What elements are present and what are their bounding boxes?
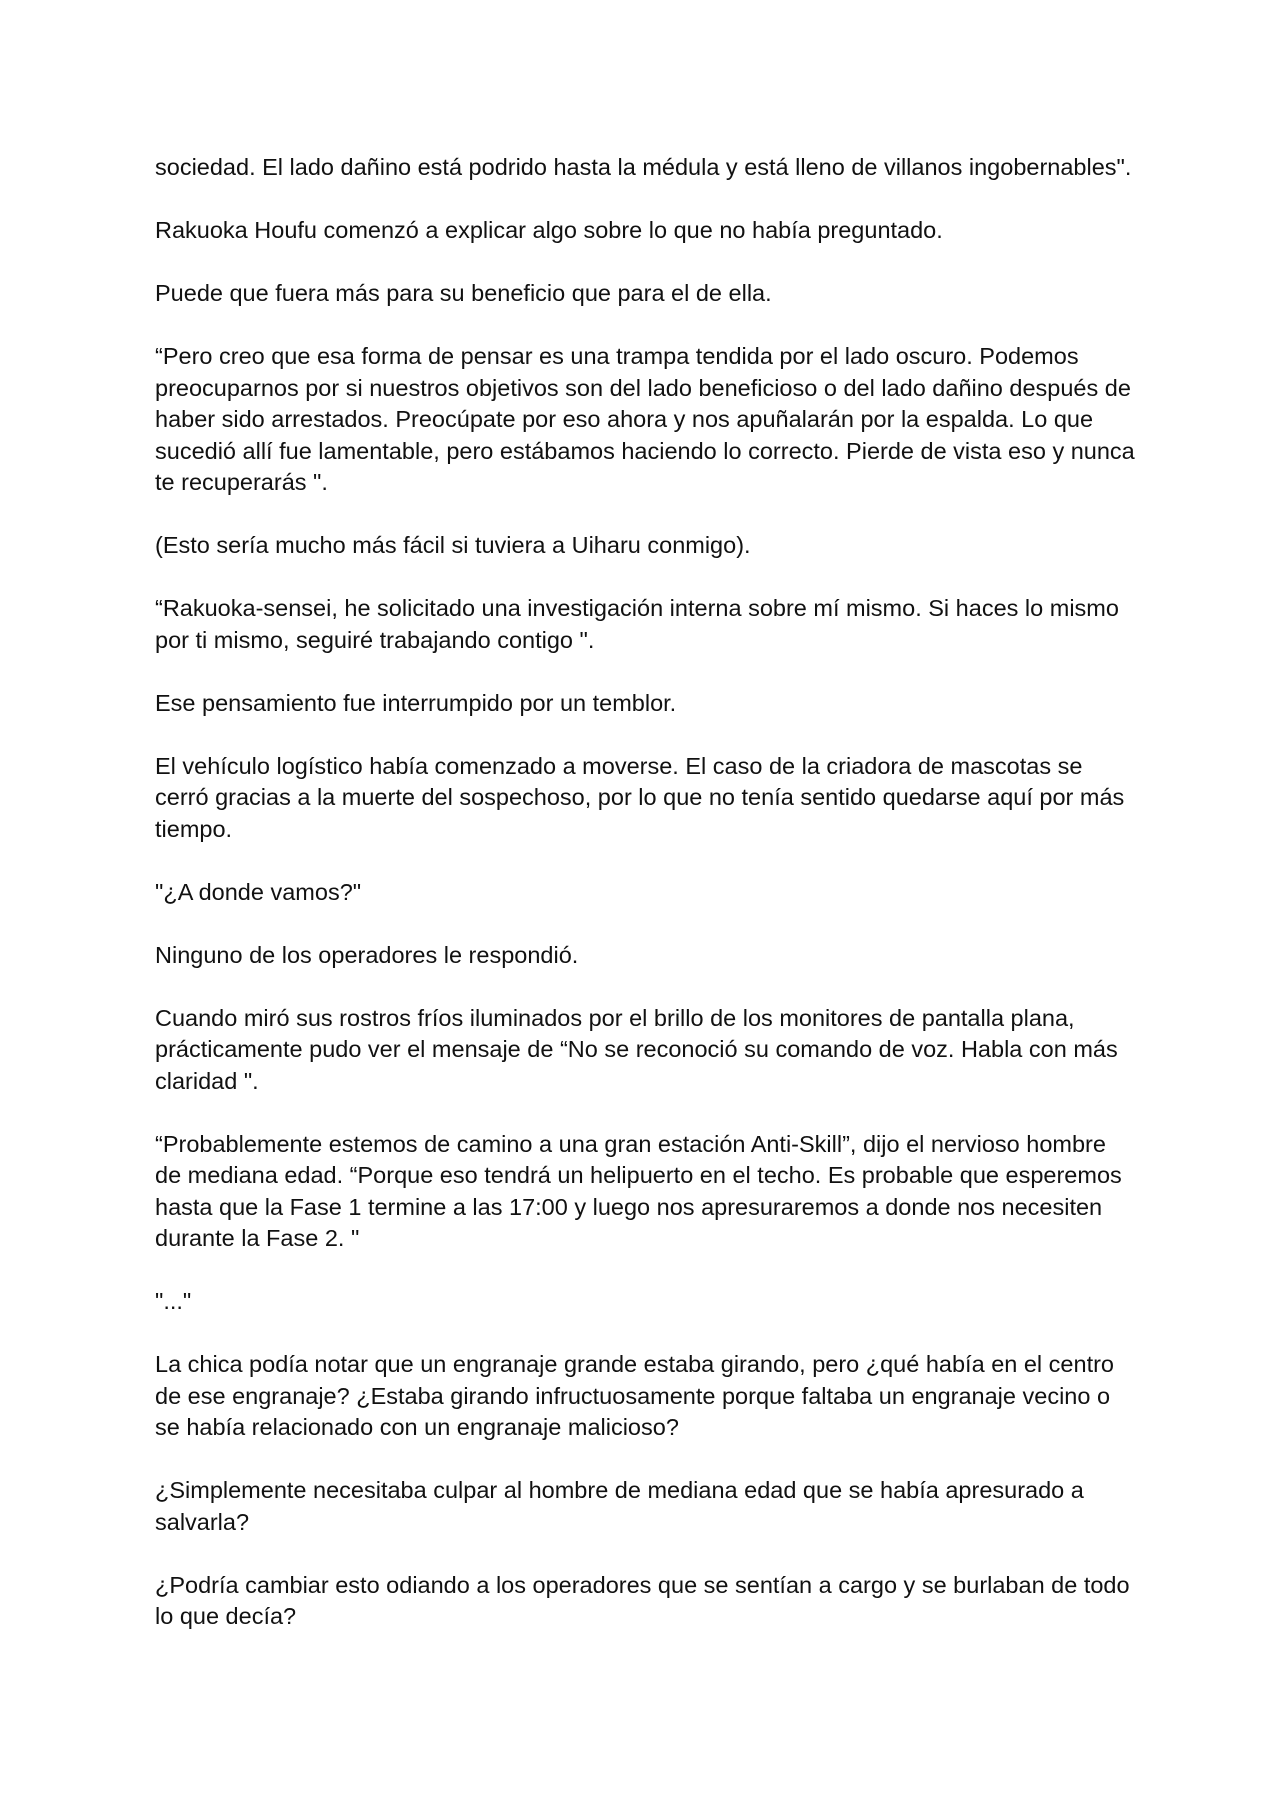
paragraph: (Esto sería mucho más fácil si tuviera a Uiharu conmigo). [155,532,751,558]
paragraph: ¿Podría cambiar esto odiando a los operadores que se sentían a cargo y se burlaban de todo lo que decía? [155,1571,1130,1629]
paragraph: “Pero creo que esa forma de pensar es una trampa tendida por el lado oscuro. Podemos preocuparnos por si nuestros objetivos son del lado beneficioso o del lado dañino después de haber sido arrestados. Preocúpate por eso ahora y nos apuñalarán por la espalda. Lo que sucedió allí fue lamentable, pero estábamos haciendo lo correcto. Pierde de vista eso y nunca te recuperarás ". [155,343,1135,495]
document-body [155,152,1135,1664]
paragraph: ¿Simplemente necesitaba culpar al hombre de mediana edad que se había apresurado a salvarla? [155,1477,1084,1535]
paragraph: sociedad. El lado dañino está podrido hasta la médula y está lleno de villanos ingobernables". [155,154,1132,180]
paragraph: El vehículo logístico había comenzado a moverse. El caso de la criadora de mascotas se cerró gracias a la muerte del sospechoso, por lo que no tenía sentido quedarse aquí por más tiempo. [155,752,1125,842]
paragraph: Puede que fuera más para su beneficio que para el de ella. [155,280,772,306]
paragraph: “Rakuoka-sensei, he solicitado una investigación interna sobre mí mismo. Si haces lo mismo por ti mismo, seguiré trabajando contigo ". [155,595,1119,653]
paragraph: La chica podía notar que un engranaje grande estaba girando, pero ¿qué había en el centro de ese engranaje? ¿Estaba girando infructuosamente porque faltaba un engranaje vecino o se había relacionado con un engranaje malicioso? [155,1351,1114,1440]
paragraph: "¿A donde vamos?" [155,878,362,905]
paragraph: Cuando miró sus rostros fríos iluminados por el brillo de los monitores de pantalla plana, prácticamente pudo ver el mensaje de “No se reconoció su comando de voz. Habla con más claridad ". [155,1004,1118,1094]
paragraph: Ese pensamiento fue interrumpido por un temblor. [155,689,677,716]
paragraph: Ninguno de los operadores le respondió. [155,941,579,968]
paragraph: “Probablemente estemos de camino a una gran estación Anti-Skill”, dijo el nervioso hombre de mediana edad. “Porque eso tendrá un helipuerto en el techo. Es probable que esperemos hasta que la Fase 1 termine a las 17:00 y luego nos apresuraremos a donde nos necesiten durante la Fase 2. " [155,1130,1122,1251]
paragraph: "..." [155,1288,192,1314]
paragraph: Rakuoka Houfu comenzó a explicar algo sobre lo que no había preguntado. [155,217,943,243]
